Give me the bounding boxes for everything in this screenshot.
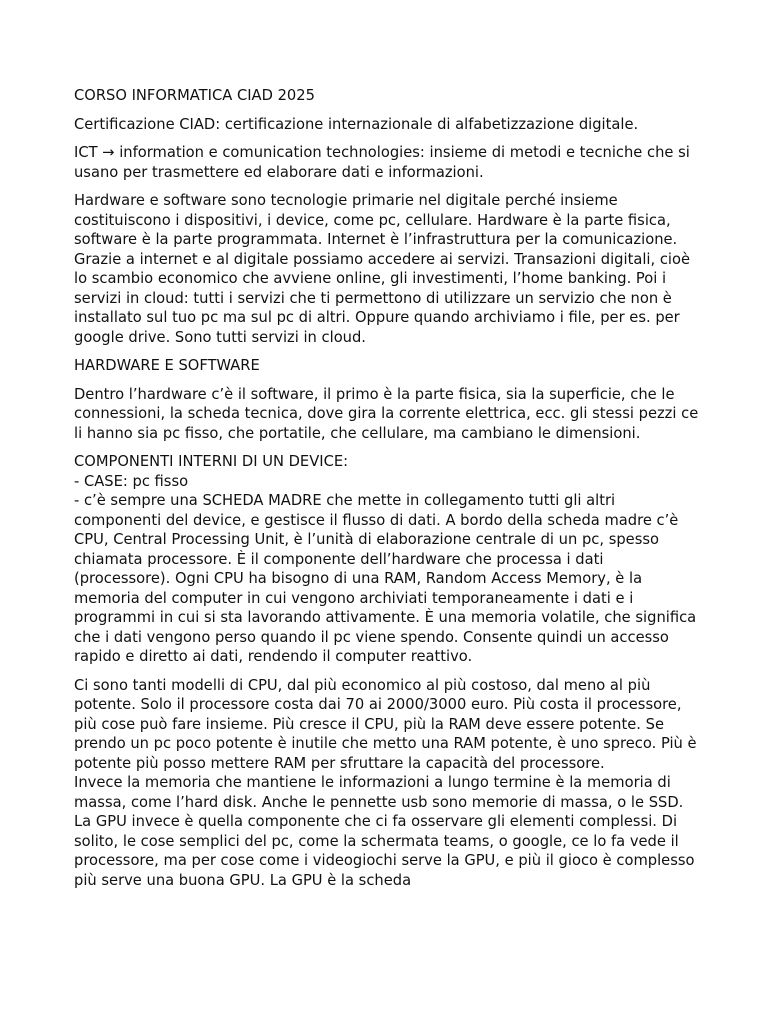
paragraph-mass-memory-gpu: Invece la memoria che mantiene le informazioni a lungo termine è la memoria di massa, come l’hard disk. Anche le pennette usb sono memorie di massa, o le SSD. La GPU invece è quella componente che ci fa osservare gli elementi complessi. Di solito, le cose semplici del pc, come la schermata teams, o google, ce lo fa vede il processore, ma per cose come i videogiochi serve la GPU, e più il gioco è complesso più serve una buona GPU. La GPU è la scheda bbox=[74, 774, 695, 889]
heading-hardware-software: HARDWARE E SOFTWARE bbox=[74, 357, 260, 374]
paragraph-hardware-software-intro: Hardware e software sono tecnologie primarie nel digitale perché insieme costituiscono i dispositivi, i device, come pc, cellulare. Hardware è la parte fisica, software è la parte programmata. Internet è l’infrastruttura per la comunicazione. Grazie a internet e al digitale possiamo accedere ai servizi. Transazioni digitali, cioè lo scambio economico che avviene online, gli investimenti, l’home banking. Poi i servizi in cloud: tutti i servizi che ti permettono di utilizzare un servizio che non è installato sul tuo pc ma sul pc di altri. Oppure quando archiviamo i file, per es. per google drive. Sono tutti servizi in cloud. bbox=[74, 192, 691, 346]
list-item-case: - CASE: pc fisso bbox=[74, 472, 189, 490]
paragraph-ciad-certification: Certificazione CIAD: certificazione internazionale di alfabetizzazione digitale. bbox=[74, 115, 639, 133]
heading-internal-components: COMPONENTI INTERNI DI UN DEVICE: bbox=[74, 453, 349, 470]
document-title: CORSO INFORMATICA CIAD 2025 bbox=[74, 87, 315, 104]
paragraph-ict: ICT → information e comunication technologies: insieme di metodi e tecniche che si usano per trasmettere ed elaborare dati e informazioni. bbox=[74, 144, 690, 181]
list-item-motherboard: - c’è sempre una SCHEDA MADRE che mette in collegamento tutti gli altri componenti del device, e gestisce il flusso di dati. A bordo della scheda madre c’è CPU, Central Processing Unit, è l’unità di elaborazione centrale di un pc, spesso chiamata processore. È il componente dell’hardware che processa i dati (processore). Ogni CPU ha bisogno di una RAM, Random Access Memory, è la memoria del computer in cui vengono archiviati temporaneamente i dati e i programmi in cui si sta lavorando attivamente. È una memoria volatile, che significa che i dati vengono perso quando il pc viene spendo. Consente quindi un accesso rapido e diretto ai dati, rendendo il computer reattivo. bbox=[74, 492, 697, 665]
document-page bbox=[74, 86, 704, 890]
paragraph-cpu-models: Ci sono tanti modelli di CPU, dal più economico al più costoso, dal meno al più potente. Solo il processore costa dai 70 ai 2000/3000 euro. Più costa il processore, più cose può fare insieme. Più cresce il CPU, più la RAM deve essere potente. Se prendo un pc poco potente è inutile che metto una RAM potente, è uno spreco. Più è potente più posso mettere RAM per sfruttare la capacità del processore. bbox=[74, 676, 697, 772]
paragraph-hardware-description: Dentro l’hardware c’è il software, il primo è la parte fisica, sia la superficie, che le connessioni, la scheda tecnica, dove gira la corrente elettrica, ecc. gli stessi pezzi ce li hanno sia pc fisso, che portatile, che cellulare, ma cambiano le dimensioni. bbox=[74, 385, 699, 442]
